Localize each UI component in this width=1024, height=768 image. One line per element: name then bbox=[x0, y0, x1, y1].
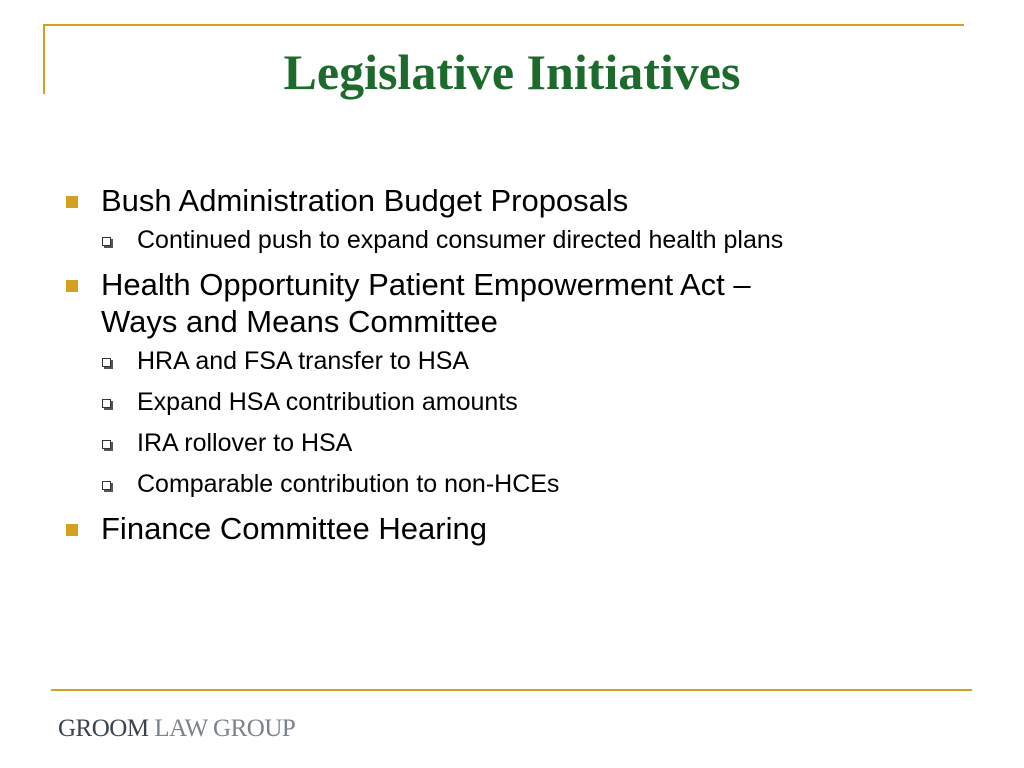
filled-square-bullet-icon bbox=[66, 280, 78, 292]
list-item-text-line2: Ways and Means Committee bbox=[101, 304, 498, 339]
hollow-square-bullet-icon bbox=[102, 481, 111, 490]
sub-list-item bbox=[58, 469, 978, 499]
list-item bbox=[58, 266, 978, 340]
filled-square-bullet-icon bbox=[66, 196, 78, 208]
list-item-text: Finance Committee Hearing bbox=[101, 511, 487, 546]
slide-title: Legislative Initiatives bbox=[283, 44, 741, 100]
list-item-text-line1: Health Opportunity Patient Empowerment Act – bbox=[101, 267, 751, 302]
sub-list-item-text: HRA and FSA transfer to HSA bbox=[137, 347, 470, 375]
sub-list-item-text: Continued push to expand consumer directed health plans bbox=[137, 226, 784, 254]
hollow-square-bullet-icon bbox=[102, 237, 111, 246]
filled-square-bullet-icon bbox=[66, 524, 78, 536]
hollow-square-bullet-icon bbox=[102, 358, 111, 367]
sub-list-item bbox=[58, 387, 978, 417]
list-item-text: Bush Administration Budget Proposals bbox=[101, 183, 629, 218]
list-item bbox=[58, 510, 978, 547]
logo-secondary-text: LAW GROUP bbox=[148, 715, 296, 742]
hollow-square-bullet-icon bbox=[102, 440, 111, 449]
logo-primary-text: GROOM bbox=[58, 715, 149, 742]
sub-list-item-text: Comparable contribution to non-HCEs bbox=[137, 470, 560, 498]
sub-list-item-text: Expand HSA contribution amounts bbox=[137, 388, 518, 416]
hollow-square-bullet-icon bbox=[102, 399, 111, 408]
footer-rule bbox=[51, 689, 972, 691]
bullet-list bbox=[58, 182, 978, 553]
sub-list-item bbox=[58, 428, 978, 458]
list-item bbox=[58, 182, 978, 219]
sub-list-item-text: IRA rollover to HSA bbox=[137, 429, 353, 457]
groom-law-group-logo bbox=[58, 714, 295, 744]
sub-list-item bbox=[58, 346, 978, 376]
frame-top-rule bbox=[43, 24, 964, 26]
sub-list-item bbox=[58, 225, 978, 255]
